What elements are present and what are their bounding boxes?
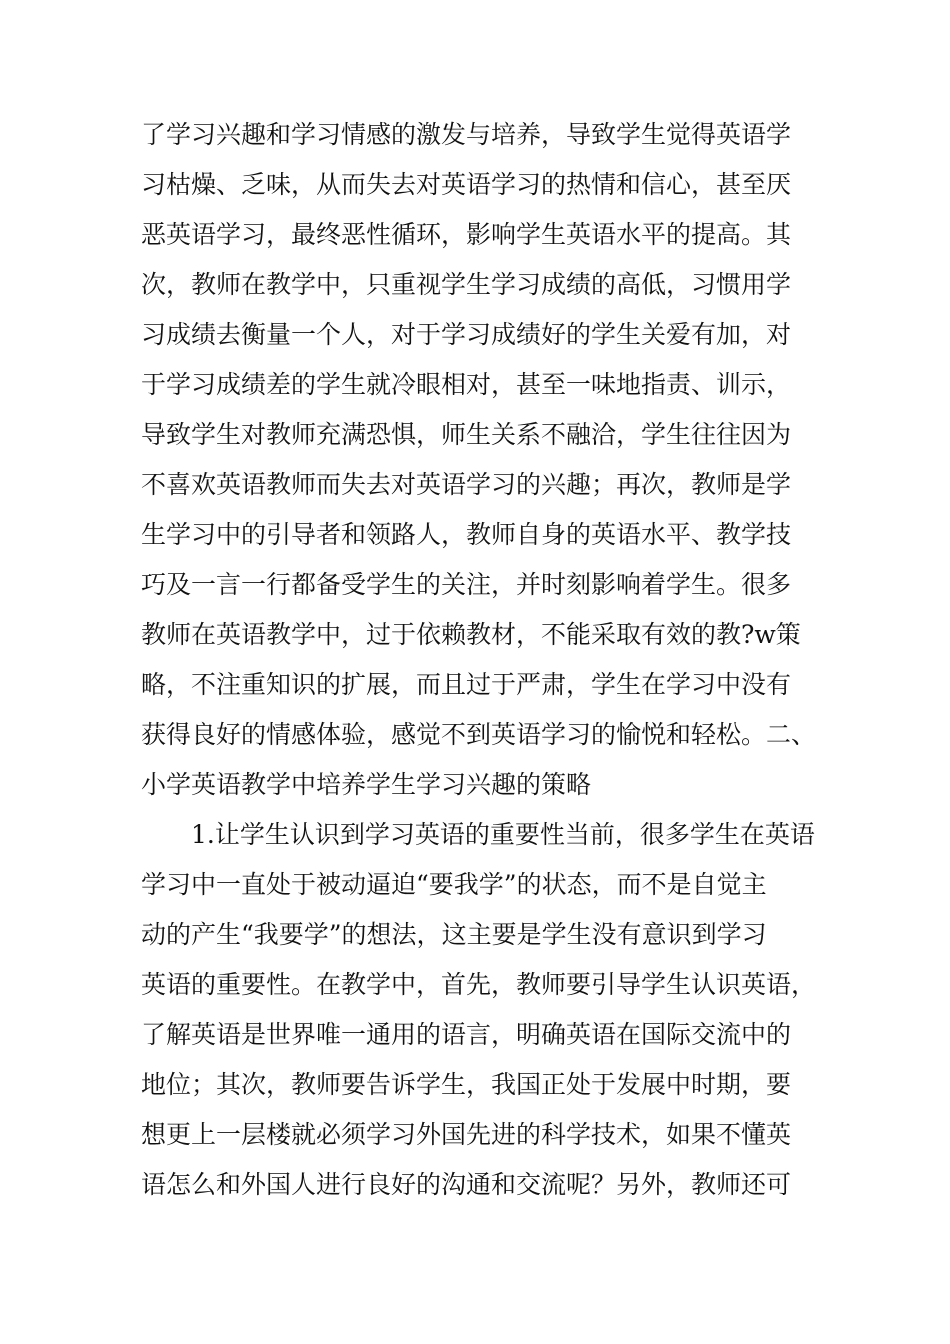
- text-line: 了学习兴趣和学习情感的激发与培养，导致学生觉得英语学: [141, 120, 792, 149]
- text-line: 导致学生对教师充满恐惧，师生关系不融洽，学生往往因为: [141, 420, 792, 449]
- text-line: 生学习中的引导者和领路人，教师自身的英语水平、教学技: [141, 520, 792, 549]
- text-line: 语怎么和外国人进行良好的沟通和交流呢？另外，教师还可: [141, 1170, 792, 1199]
- text-line: 次，教师在教学中，只重视学生学习成绩的高低，习惯用学: [141, 270, 792, 299]
- text-line: 了解英语是世界唯一通用的语言，明确英语在国际交流中的: [141, 1020, 792, 1049]
- text-line: 想更上一层楼就必须学习外国先进的科学技术，如果不懂英: [141, 1120, 792, 1149]
- text-line: 习枯燥、乏味，从而失去对英语学习的热情和信心，甚至厌: [141, 170, 792, 199]
- text-line: 巧及一言一行都备受学生的关注，并时刻影响着学生。很多: [141, 570, 792, 599]
- text-line: 教师在英语教学中，过于依赖教材，不能采取有效的教?w策: [141, 620, 801, 649]
- text-line: 地位；其次，教师要告诉学生，我国正处于发展中时期，要: [141, 1070, 792, 1099]
- text-line: 略，不注重知识的扩展，而且过于严肃，学生在学习中没有: [141, 670, 792, 699]
- text-line: 于学习成绩差的学生就冷眼相对，甚至一味地指责、训示，: [141, 370, 792, 399]
- text-line: 恶英语学习，最终恶性循环，影响学生英语水平的提高。其: [141, 220, 792, 249]
- text-line: 学习中一直处于被动逼迫“要我学”的状态，而不是自觉主: [141, 870, 767, 899]
- body-text: [141, 110, 841, 1210]
- text-line: 1.让学生认识到学习英语的重要性当前，很多学生在英语: [141, 820, 815, 849]
- text-line: 动的产生“我要学”的想法，这主要是学生没有意识到学习: [141, 920, 767, 949]
- section-heading: 小学英语教学中培养学生学习兴趣的策略: [141, 770, 592, 799]
- text-line: 获得良好的情感体验，感觉不到英语学习的愉悦和轻松。二、: [141, 720, 817, 749]
- text-line: 不喜欢英语教师而失去对英语学习的兴趣；再次，教师是学: [141, 470, 792, 499]
- text-line: 英语的重要性。在教学中，首先，教师要引导学生认识英语，: [141, 970, 817, 999]
- text-line: 习成绩去衡量一个人，对于学习成绩好的学生关爱有加，对: [141, 320, 792, 349]
